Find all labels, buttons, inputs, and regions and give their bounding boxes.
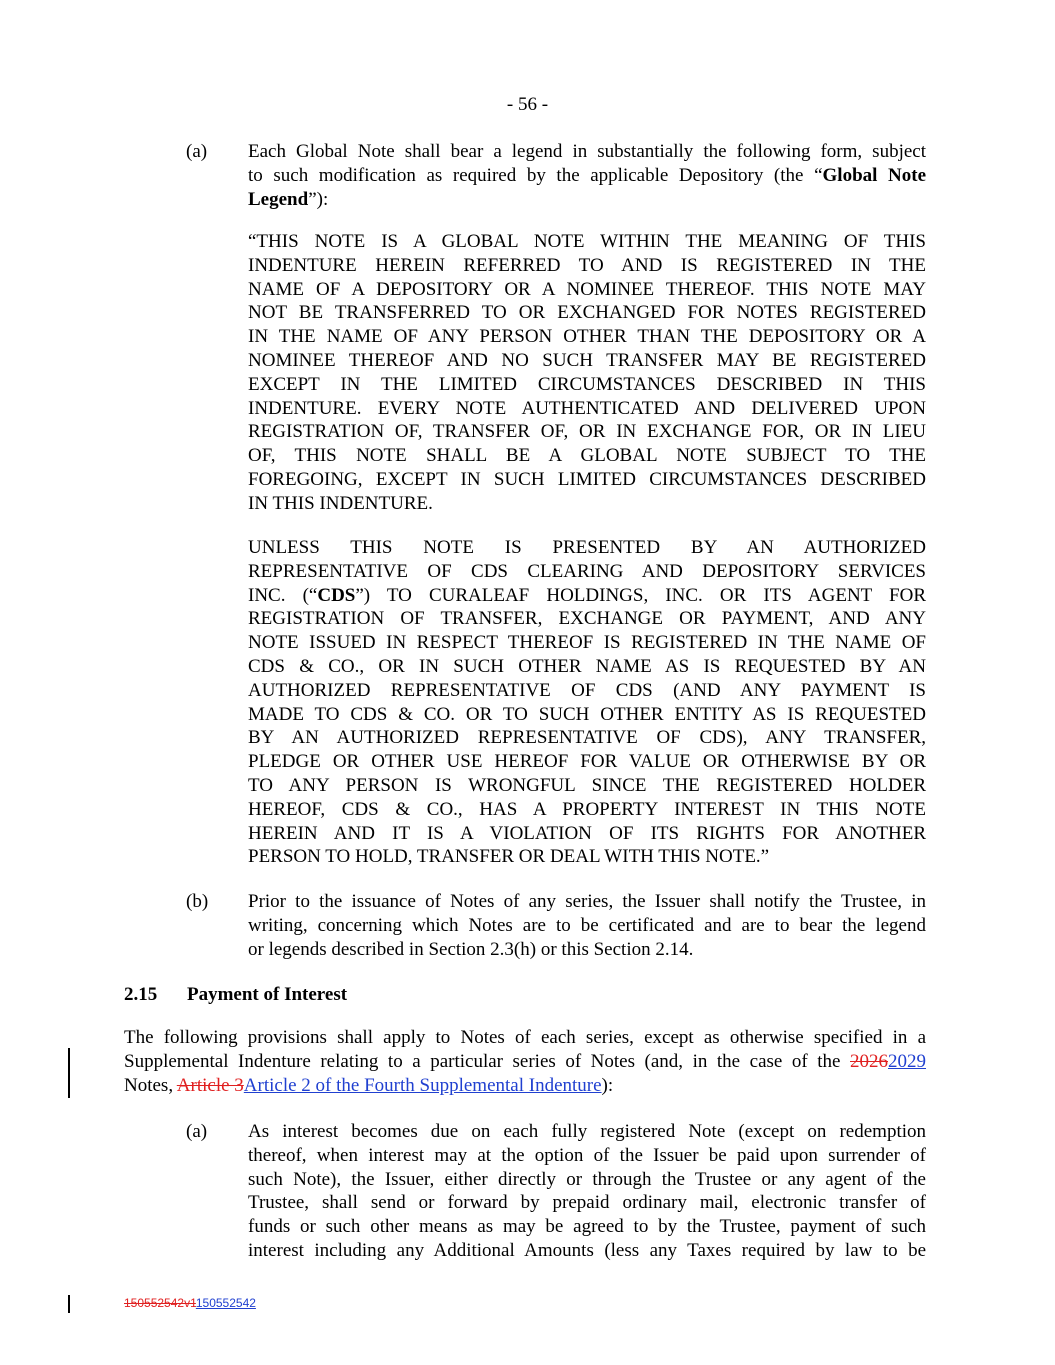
item-a2-line: As interest becomes due on each fully registered Note (except on redemption — [248, 1121, 926, 1142]
intro-line-3-end: ): — [601, 1074, 614, 1096]
change-bar — [68, 1048, 70, 1098]
global-note-legend-paragraph-1 — [248, 230, 926, 516]
item-b-line: Prior to the issuance of Notes of any series, the Issuer shall notify the Trustee, in — [248, 891, 926, 912]
item-a2-line: interest including any Additional Amounts (less any Taxes required by law to be — [248, 1239, 926, 1261]
inserted-reference: Article 2 of the Fourth Supplemental Indenture — [243, 1074, 602, 1096]
item-a-line-2-text: to such modification as required by the applicable Depository (the “ — [248, 164, 823, 186]
legend1-line: “THIS NOTE IS A GLOBAL NOTE WITHIN THE MEANING OF THIS — [248, 231, 926, 252]
legend2-line: UNLESS THIS NOTE IS PRESENTED BY AN AUTHORIZED — [248, 537, 926, 558]
item-a2-line: thereof, when interest may at the option of the Issuer be paid upon surrender of — [248, 1144, 926, 1166]
item-b-line: or legends described in Section 2.3(h) or this Section 2.14. — [248, 938, 694, 960]
item-a2-paragraph — [248, 1120, 926, 1263]
deleted-year: 2026 — [850, 1050, 888, 1072]
global-note-term: Global Note — [822, 164, 926, 186]
intro-paragraph — [124, 1026, 926, 1097]
legend1-line: NOT BE TRANSFERRED TO OR EXCHANGED FOR NOTES REGISTERED — [248, 302, 926, 324]
legend2-line: MADE TO CDS & CO. OR TO SUCH OTHER ENTITY AS IS REQUESTED — [248, 703, 926, 725]
item-a2-line: such Note), the Issuer, either directly or through the Trustee or any agent of the — [248, 1168, 926, 1190]
legend-term: Legend — [248, 188, 309, 210]
item-a-paragraph — [248, 140, 926, 211]
section-number: 2.15 — [124, 984, 158, 1005]
legend1-line: NAME OF A DEPOSITORY OR A NOMINEE THEREOF. THIS NOTE MAY — [248, 278, 926, 300]
legend2-line: TO ANY PERSON IS WRONGFUL SINCE THE REGISTERED HOLDER — [248, 774, 926, 796]
item-b-paragraph — [248, 890, 926, 961]
legend2-line: REPRESENTATIVE OF CDS CLEARING AND DEPOSITORY SERVICES — [248, 560, 926, 582]
item-a-line-3-text: ”): — [308, 188, 329, 210]
legend2-line: PLEDGE OR OTHER USE HEREOF FOR VALUE OR OTHERWISE BY OR — [248, 751, 926, 773]
item-a-line-3 — [248, 188, 926, 212]
intro-line-3-text: Notes, — [124, 1074, 177, 1096]
legend1-line: NOMINEE THEREOF AND NO SUCH TRANSFER MAY BE REGISTERED — [248, 349, 926, 371]
intro-line-3 — [124, 1074, 926, 1098]
deleted-document-id: 150552542v1 — [124, 1296, 196, 1310]
deleted-reference: Article 3 — [176, 1074, 244, 1096]
legend2-line3-post: ”) TO CURALEAF HOLDINGS, INC. OR ITS AGENT FOR — [355, 584, 927, 606]
item-b-label: (b) — [186, 891, 209, 912]
legend2-line — [248, 584, 926, 608]
item-a-line-1: Each Global Note shall bear a legend in substantially the following form, subject — [248, 141, 926, 162]
intro-line-1: The following provisions shall apply to Notes of each series, except as otherwise specified in a — [124, 1027, 926, 1048]
intro-line-2 — [124, 1050, 926, 1074]
legend2-line: PERSON TO HOLD, TRANSFER OR DEAL WITH THIS NOTE.” — [248, 846, 770, 868]
inserted-year: 2029 — [888, 1050, 926, 1072]
legend2-line: CDS & CO., OR IN SUCH OTHER NAME AS IS REQUESTED BY AN — [248, 655, 926, 677]
cds-term: CDS — [317, 584, 356, 606]
section-heading — [124, 984, 347, 1006]
footer-change-bar — [68, 1295, 70, 1313]
item-a-line-2 — [248, 164, 926, 188]
page-number: - 56 - — [506, 94, 549, 115]
legend1-line: EXCEPT IN THE LIMITED CIRCUMSTANCES DESCRIBED IN THIS — [248, 373, 926, 395]
legend1-line: IN THIS INDENTURE. — [248, 492, 433, 514]
legend2-line: HEREOF, CDS & CO., HAS A PROPERTY INTEREST IN THIS NOTE — [248, 798, 926, 820]
section-title: Payment of Interest — [187, 984, 348, 1005]
legend1-line: REGISTRATION OF, TRANSFER OF, OR IN EXCHANGE FOR, OR IN LIEU — [248, 421, 926, 443]
legend1-line: INDENTURE HEREIN REFERRED TO AND IS REGISTERED IN THE — [248, 254, 926, 276]
item-b-line: writing, concerning which Notes are to be certificated and are to bear the legend — [248, 914, 926, 936]
inserted-document-id: 150552542 — [195, 1296, 256, 1310]
item-a2-line: funds or such other means as may be agreed to by the Trustee, payment of such — [248, 1216, 926, 1238]
legend2-line: AUTHORIZED REPRESENTATIVE OF CDS (AND ANY PAYMENT IS — [248, 679, 926, 701]
legend2-line: NOTE ISSUED IN RESPECT THEREOF IS REGISTERED IN THE NAME OF — [248, 632, 926, 654]
item-a2-label: (a) — [186, 1121, 208, 1142]
legend1-line: INDENTURE. EVERY NOTE AUTHENTICATED AND DELIVERED UPON — [248, 397, 926, 419]
legend2-line: BY AN AUTHORIZED REPRESENTATIVE OF CDS), ANY TRANSFER, — [248, 727, 926, 749]
document-id-footer — [124, 1296, 256, 1310]
legend1-line: OF, THIS NOTE SHALL BE A GLOBAL NOTE SUBJECT TO THE — [248, 445, 926, 467]
legend1-line: IN THE NAME OF ANY PERSON OTHER THAN THE DEPOSITORY OR A — [248, 326, 926, 348]
intro-line-2-text: Supplemental Indenture relating to a particular series of Notes (and, in the case of the — [124, 1050, 850, 1072]
legend2-line3-pre: INC. (“ — [248, 584, 318, 606]
legend2-line: HEREIN AND IT IS A VIOLATION OF ITS RIGHTS FOR ANOTHER — [248, 822, 926, 844]
legend1-line: FOREGOING, EXCEPT IN SUCH LIMITED CIRCUMSTANCES DESCRIBED — [248, 468, 926, 490]
global-note-legend-paragraph-2 — [248, 536, 926, 869]
item-a-label: (a) — [186, 141, 208, 162]
item-a2-line: Trustee, shall send or forward by prepaid ordinary mail, electronic transfer of — [248, 1192, 926, 1214]
legend2-line: REGISTRATION OF TRANSFER, EXCHANGE OR PAYMENT, AND ANY — [248, 608, 926, 630]
